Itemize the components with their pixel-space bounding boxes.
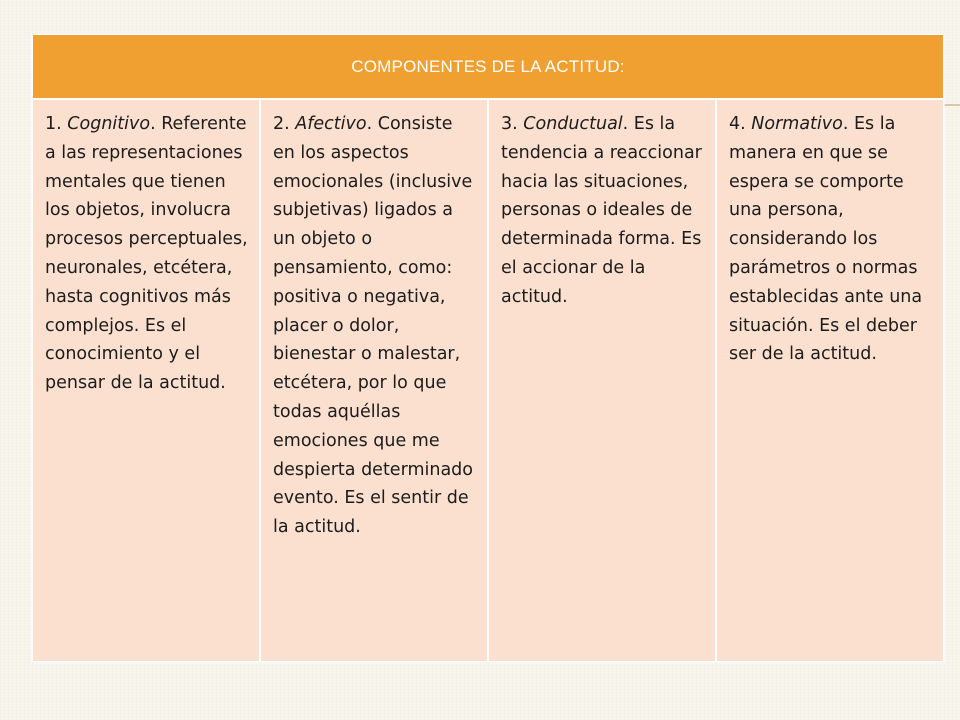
- cell-number: 2.: [273, 114, 290, 134]
- table-body-row: [32, 100, 944, 662]
- cell-term: Afectivo: [295, 114, 367, 134]
- cell-term: Cognitivo: [67, 114, 151, 134]
- cell-term: Normativo: [751, 114, 843, 134]
- cell-description: . Referente a las representaciones mentales que tienen los objetos, involucra procesos perceptuales, neuronales, etcétera, hasta cognitivos más complejos. Es el conocimiento y el pensar de la actitud.: [45, 114, 248, 394]
- cell-description: . Consiste en los aspectos emocionales (inclusive subjetivas) ligados a un objeto o pensamiento, como: positiva o negativa, placer o dolor, bienestar o malestar, etcétera, por lo que todas aquéllas emociones que me despierta determinado evento. Es el sentir de la actitud.: [273, 114, 474, 538]
- cell-conductual: [488, 100, 716, 662]
- cell-number: 1.: [45, 114, 62, 134]
- cell-description: . Es la tendencia a reaccionar hacia las situaciones, personas o ideales de determinada forma. Es el accionar de la actitud.: [501, 114, 702, 307]
- cell-number: 3.: [501, 114, 518, 134]
- cell-term: Conductual: [523, 114, 623, 134]
- cell-normativo: [716, 100, 944, 662]
- table-title: COMPONENTES DE LA ACTITUD:: [351, 56, 625, 76]
- cell-afectivo: [260, 100, 488, 662]
- cell-cognitivo: [32, 100, 260, 662]
- table-header: [32, 34, 944, 100]
- components-table: [32, 34, 944, 662]
- cell-number: 4.: [729, 114, 746, 134]
- cell-description: . Es la manera en que se espera se comporte una persona, considerando los parámetros o normas establecidas ante una situación. Es el deber ser de la actitud.: [729, 114, 923, 365]
